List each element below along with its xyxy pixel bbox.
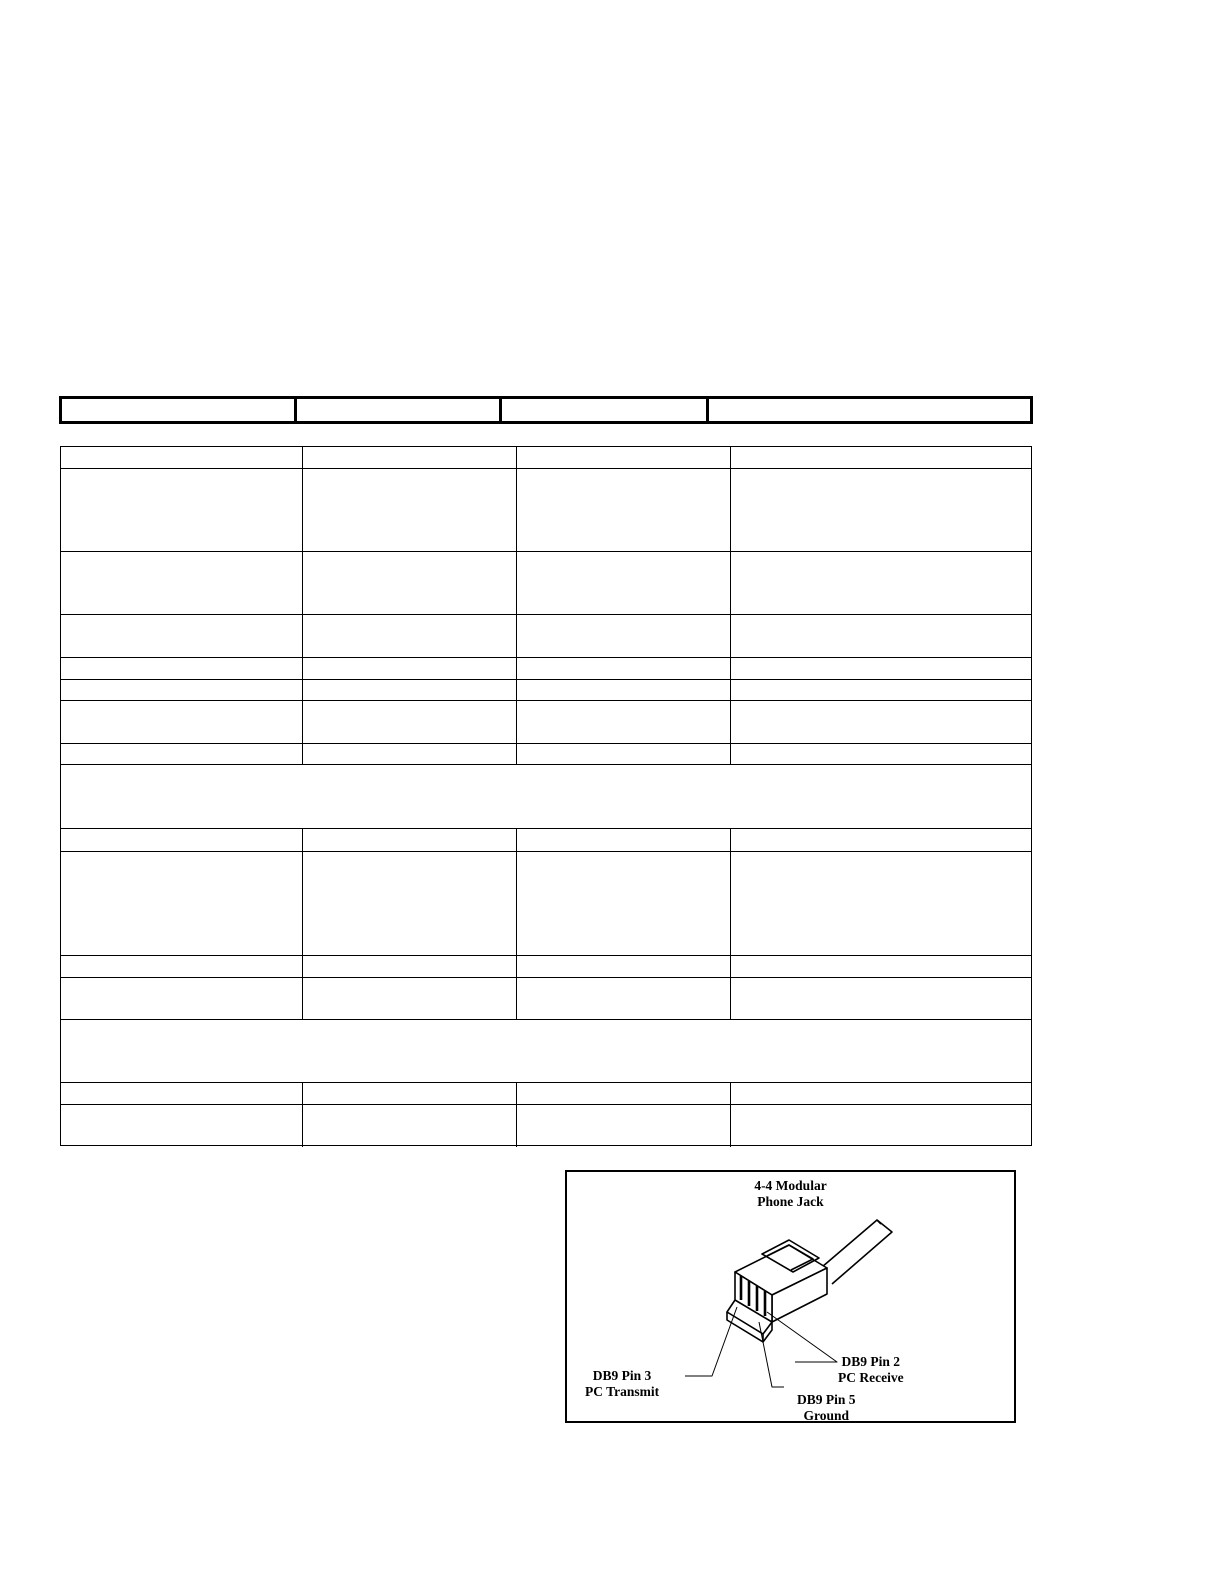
- row-line: [61, 551, 1031, 552]
- row-line: [61, 614, 1031, 615]
- pin5-label: [797, 1392, 856, 1424]
- column-line: [730, 1082, 731, 1147]
- figure-title-line1: 4-4 Modular: [754, 1178, 827, 1193]
- row-line: [61, 468, 1031, 469]
- column-line: [302, 1082, 303, 1147]
- row-line: [61, 679, 1031, 680]
- row-line: [61, 764, 1031, 765]
- row-line: [61, 1082, 1031, 1083]
- row-line: [61, 1019, 1031, 1020]
- figure-title-line2: Phone Jack: [757, 1194, 824, 1209]
- header-divider: [706, 399, 709, 421]
- pin2-label-line1: DB9 Pin 2: [841, 1354, 901, 1369]
- pin3-label: [585, 1368, 659, 1400]
- row-line: [61, 657, 1031, 658]
- column-line: [730, 447, 731, 764]
- pin3-label-line1: DB9 Pin 3: [592, 1368, 652, 1383]
- row-line: [61, 743, 1031, 744]
- row-line: [61, 828, 1031, 829]
- row-line: [61, 977, 1031, 978]
- spec-table: [60, 446, 1032, 1146]
- header-divider: [499, 399, 502, 421]
- pin5-label-line1: DB9 Pin 5: [797, 1392, 856, 1407]
- header-table: [59, 396, 1033, 424]
- column-line: [516, 447, 517, 764]
- column-line: [730, 828, 731, 1019]
- row-line: [61, 1104, 1031, 1105]
- column-line: [516, 1082, 517, 1147]
- column-line: [302, 447, 303, 764]
- column-line: [516, 828, 517, 1019]
- pin2-label: [838, 1354, 904, 1386]
- pin5-label-line2: Ground: [803, 1408, 850, 1423]
- row-line: [61, 851, 1031, 852]
- header-divider: [294, 399, 297, 421]
- pin2-label-line2: PC Receive: [838, 1370, 904, 1385]
- row-line: [61, 700, 1031, 701]
- row-line: [61, 955, 1031, 956]
- phone-jack-figure: [565, 1170, 1016, 1423]
- pin3-label-line2: PC Transmit: [585, 1384, 660, 1399]
- column-line: [302, 828, 303, 1019]
